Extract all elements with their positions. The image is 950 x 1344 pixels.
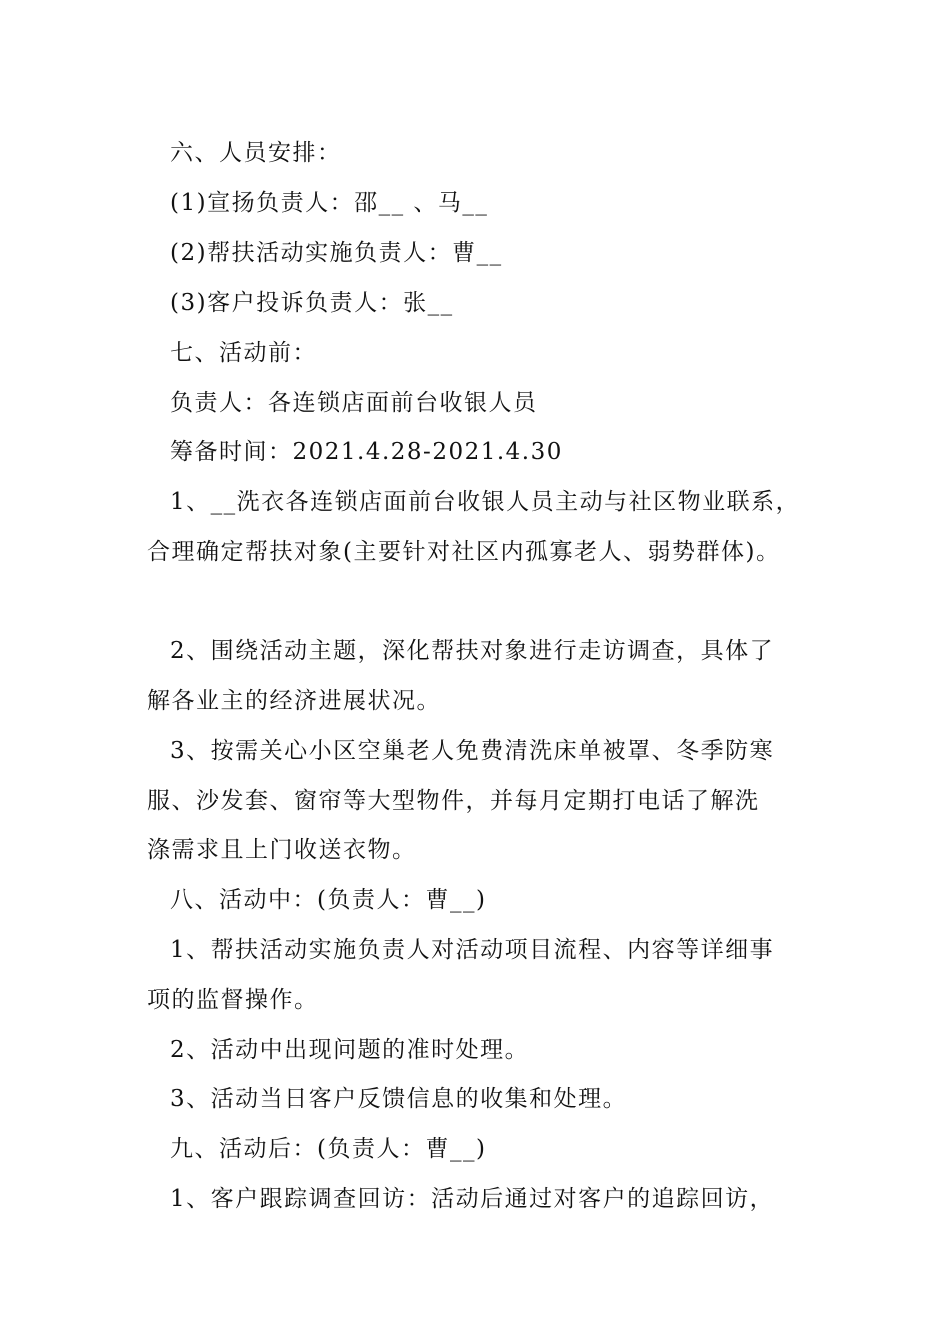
- paragraph-line: 服、沙发套、窗帘等大型物件，并每月定期打电话了解洗: [147, 788, 760, 814]
- paragraph-line: 解各业主的经济进展状况。: [147, 688, 441, 714]
- paragraph-line: 3、活动当日客户反馈信息的收集和处理。: [170, 1086, 628, 1112]
- paragraph-line: 项的监督操作。: [147, 987, 319, 1013]
- paragraph-line: 3、按需关心小区空巢老人免费清洗床单被罩、冬季防寒: [170, 738, 775, 764]
- staffing-item-publicity: (1)宣扬负责人：邵__ 、马__: [170, 190, 489, 216]
- paragraph-line: 2、活动中出现问题的准时处理。: [170, 1037, 530, 1063]
- section-heading-after: 九、活动后：(负责人：曹__): [170, 1136, 487, 1162]
- section-heading-during: 八、活动中：(负责人：曹__): [170, 887, 487, 913]
- paragraph-line: 涤需求且上门收送衣物。: [147, 837, 417, 863]
- paragraph-line: 合理确定帮扶对象(主要针对社区内孤寡老人、弱势群体)。: [147, 539, 781, 565]
- section-heading-before: 七、活动前：: [170, 340, 317, 366]
- paragraph-line: 1、帮扶活动实施负责人对活动项目流程、内容等详细事: [170, 937, 775, 963]
- paragraph-line: 1、客户跟踪调查回访：活动后通过对客户的追踪回访，: [170, 1186, 775, 1212]
- staffing-item-complaints: (3)客户投诉负责人：张__: [170, 290, 454, 316]
- staffing-item-implementation: (2)帮扶活动实施负责人：曹__: [170, 240, 503, 266]
- paragraph-line: 2、围绕活动主题，深化帮扶对象进行走访调查，具体了: [170, 638, 775, 664]
- before-responsible-line: 负责人：各连锁店面前台收银人员: [170, 390, 538, 416]
- before-prep-time-line: 筹备时间：2021.4.28-2021.4.30: [170, 439, 563, 465]
- section-heading-staffing: 六、人员安排：: [170, 140, 342, 166]
- paragraph-line: 1、__洗衣各连锁店面前台收银人员主动与社区物业联系，: [170, 489, 801, 515]
